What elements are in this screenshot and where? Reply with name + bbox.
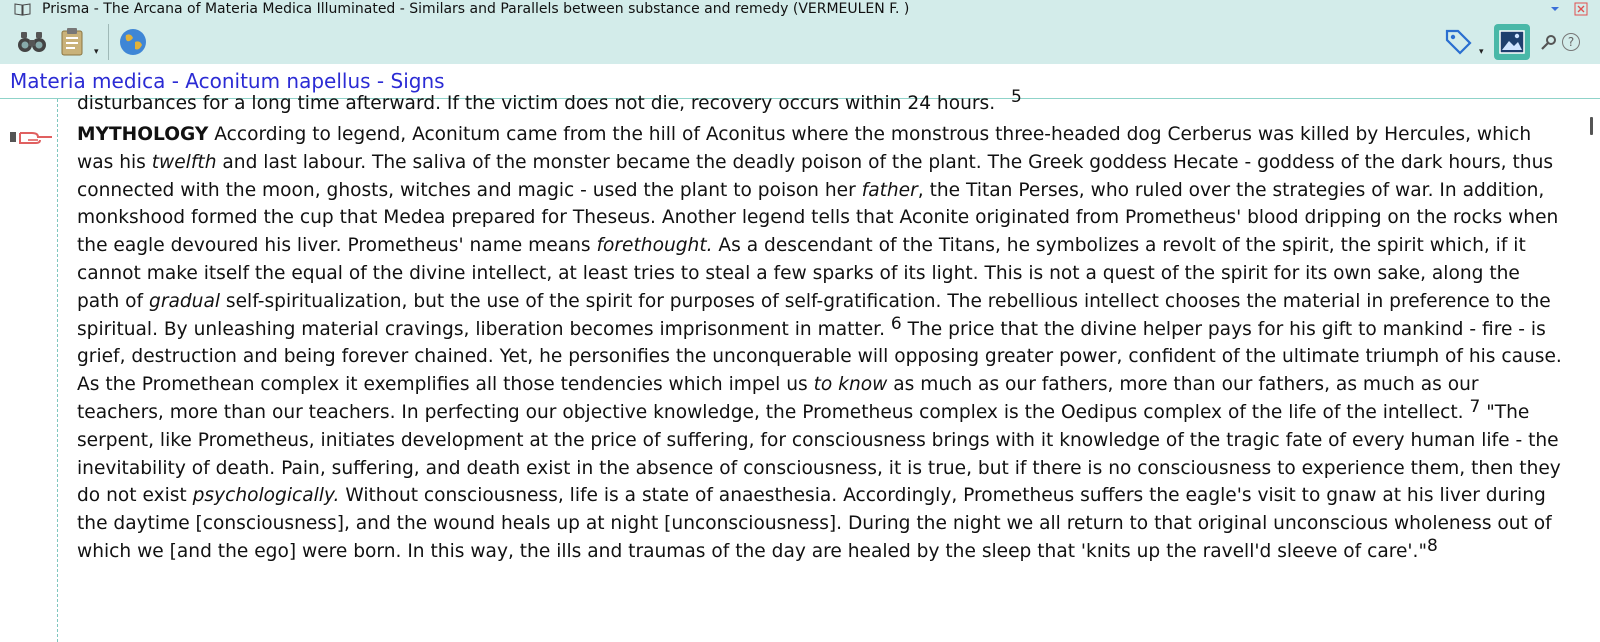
image-button[interactable]: [1494, 24, 1530, 60]
paragraph-text: "The serpent, like Prometheus, initiates development at the price of suffering, for consciousness brings with it knowledge of the tragic fate of every human life - the inevitability of death. Pain, suffering, and death exist in the absence of consciousness, it is true, but if there is no consciousness to experience them, then they do not exist: [77, 401, 1561, 507]
window-title: Prisma - The Arcana of Materia Medica Illuminated - Similars and Parallels between substance and remedy (VERMEULEN F. ): [42, 1, 910, 17]
footnote-ref[interactable]: 6: [890, 313, 902, 334]
paragraph-text: Without consciousness, life is a state of anaesthesia. Accordingly, Prometheus suffers the eagle's visit to gnaw at his liver during the daytime [consciousness], and the wound heals up at night [unconsciousness]. During the night we all return to that original unconscious wholeness out of which we [and the ego] were born. In this way, the ills and traumas of the day are healed by the sleep that 'knits up the ravell'd sleeve of care'.": [77, 485, 1552, 562]
globe-icon[interactable]: [118, 27, 148, 57]
paragraph-text: as much as our fathers, more than our fathers, as much as our teachers, more than our teachers. In perfecting our objective knowledge, the Prometheus complex is the Oedipus complex of the life of the intellect.: [77, 374, 1479, 423]
italic-text: to know: [813, 374, 888, 396]
help-icon[interactable]: ?: [1562, 33, 1580, 51]
italic-text: psychologically.: [192, 485, 340, 507]
close-icon[interactable]: [1572, 0, 1590, 19]
previous-paragraph-line: [77, 87, 1022, 114]
image-icon: [1499, 30, 1525, 54]
minimize-icon[interactable]: [1548, 0, 1562, 19]
tag-icon[interactable]: [1444, 27, 1472, 57]
mythology-paragraph: [77, 121, 1567, 566]
section-heading: MYTHOLOGY: [77, 124, 209, 145]
binoculars-icon[interactable]: [16, 27, 48, 57]
toolbar: [0, 19, 1600, 64]
clipboard-icon[interactable]: [60, 27, 86, 57]
italic-text: father: [861, 179, 918, 201]
paragraph-text: According to legend, Aconitum came from the hill of Aconitus where the monstrous three-headed dog Cerberus was killed by Hercules, which was his: [77, 124, 1532, 173]
tag-dropdown-icon[interactable]: ▾: [1479, 47, 1484, 57]
italic-text: twelfth: [151, 151, 217, 173]
paragraph-text: and last labour. The saliva of the monster became the deadly poison of the plant. The Greek goddess Hecate - goddess of the dark hours, thus connected with the moon, ghosts, witches and magic - used the plant to poison her: [77, 151, 1554, 201]
footnote-ref[interactable]: 5: [1011, 87, 1022, 107]
scrollbar-thumb[interactable]: [1590, 117, 1593, 135]
paragraph-text: , the Titan Perses, who ruled over the strategies of war. In addition, monkshood formed the cup that Medea prepared for Theseus. Another legend tells that Aconite originated from Prometheus' blood dripping on the rocks when the eagle devoured his liver. Prometheus' name means: [77, 179, 1559, 257]
italic-text: gradual: [149, 290, 221, 312]
footnote-ref[interactable]: 8: [1427, 535, 1438, 556]
pointing-hand-icon[interactable]: [8, 127, 54, 147]
vertical-scrollbar[interactable]: [1582, 99, 1600, 642]
clipboard-dropdown-icon[interactable]: ▾: [94, 47, 99, 57]
paragraph-text: self-spiritualization, but the use of the spirit for purposes of self-gratification. The rebellious intellect chooses the material in preference to the spiritual. By unleashing material cravings, liberation becomes imprisonment in matter.: [77, 290, 1551, 340]
previous-line-text: disturbances for a long time afterward. If the victim does not die, recovery occurs within 24 hours.: [77, 93, 996, 115]
paragraph-text: As a descendant of the Titans, he symbolizes a revolt of the spirit, the spirit which, if it cannot make itself the equal of the divine intellect, at least tries to steal a few sparks of its light. This is not a quest of the spirit for its own sake, along the path of: [77, 235, 1526, 312]
title-bar: [0, 0, 1600, 19]
paragraph-text: The price that the divine helper pays for his gift to mankind - fire - is grief, destruction and being forever chained. Yet, he personifies the unconquerable will opposing greater power, confident of the ultimate triumph of his cause. As the Promethean complex it exemplifies all those tendencies which impel us: [77, 318, 1562, 396]
book-icon: [14, 2, 31, 16]
italic-text: forethought.: [596, 235, 713, 257]
breadcrumb[interactable]: Materia medica - Aconitum napellus - Signs: [10, 69, 445, 93]
gutter-divider: [57, 99, 58, 642]
settings-icon[interactable]: [1540, 33, 1558, 51]
document-view[interactable]: [0, 87, 1600, 642]
toolbar-separator: [108, 24, 109, 60]
footnote-ref[interactable]: 7: [1469, 396, 1481, 417]
